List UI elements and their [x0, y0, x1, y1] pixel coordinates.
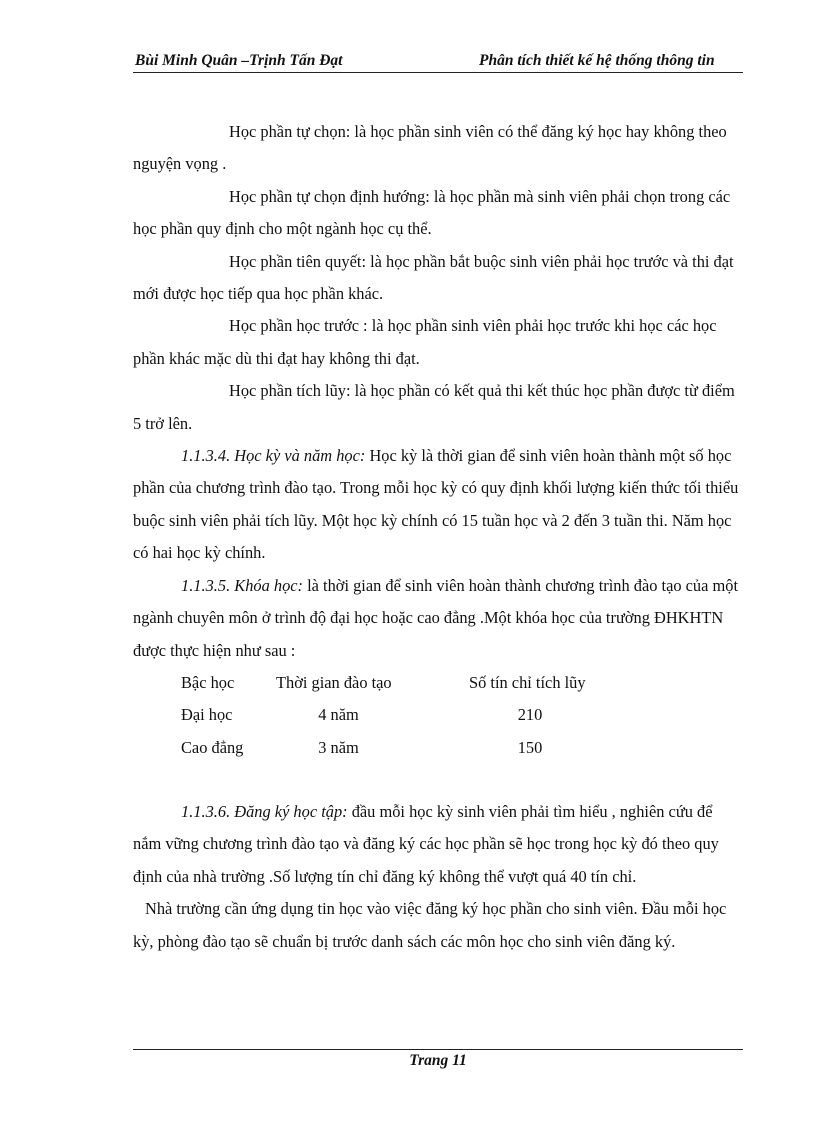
header-authors: Bùi Minh Quân –Trịnh Tấn Đạt: [135, 52, 343, 69]
section-1-1-3-4-heading: 1.1.3.4. Học kỳ và năm học:: [181, 446, 366, 466]
table-header-level: Bậc học: [181, 672, 235, 692]
table-cell-level: Cao đẳng: [181, 737, 244, 757]
table-header-row: [133, 667, 743, 699]
table-row: [133, 699, 743, 731]
paragraph-registration-app: Nhà trường cần ứng dụng tin học vào việc đăng ký học phần cho sinh viên. Đầu mỗi học kỳ, phòng đào tạo sẽ chuẩn bị trước danh sách các môn học cho sinh viên đăng ký.: [133, 899, 727, 951]
table-header-credits: Số tín chỉ tích lũy: [469, 672, 586, 692]
section-1-1-3-4-text: Học kỳ là thời gian để sinh viên hoàn thành một số học phần của chương trình đào tạo. Trong mỗi học kỳ có quy định khối lượng kiến thức tối thiểu buộc sinh viên phải tích lũy. Một học kỳ chính có 15 tuần học và 2 đến 3 tuần thi. Năm học có hai học kỳ chính.: [133, 446, 739, 563]
section-1-1-3-5-heading: 1.1.3.5. Khóa học:: [181, 575, 304, 595]
blank-line: [133, 764, 743, 796]
paragraph-elective-course: Học phần tự chọn: là học phần sinh viên có thể đăng ký học hay không theo nguyện vọng .: [133, 122, 727, 174]
section-1-1-3-6-heading: 1.1.3.6. Đăng ký học tập:: [181, 801, 348, 821]
paragraph-oriented-elective: Học phần tự chọn định hướng: là học phần mà sinh viên phải chọn trong các học phần quy định cho một ngành học cụ thể.: [133, 186, 731, 239]
paragraph-prior-course: Học phần học trước : là học phần sinh viên phải học trước khi học các học phần khác mặc dù thi đạt hay không thi đạt.: [133, 316, 717, 368]
section-1-1-3-5-text: là thời gian để sinh viên hoàn thành chương trình đào tạo của một ngành chuyên môn ở trình độ đại học hoặc cao đẳng .Một khóa học của trường ĐHKHTN được thực hiện như sau :: [133, 575, 738, 660]
table-row: [133, 732, 743, 764]
header-divider: [133, 72, 743, 73]
table-header-duration: Thời gian đào tạo: [276, 672, 392, 692]
table-cell-duration: 4 năm: [318, 705, 359, 725]
table-cell-credits: 150: [517, 737, 543, 757]
page-number: Trang 11: [409, 1052, 467, 1069]
table-cell-duration: 3 năm: [318, 737, 359, 757]
section-1-1-3-6: [133, 796, 743, 893]
paragraph-accumulated-course: Học phần tích lũy: là học phần có kết quả thi kết thúc học phần được từ điểm 5 trở lên.: [133, 381, 735, 433]
page-header: [133, 50, 743, 72]
footer-divider: [133, 1049, 743, 1050]
section-1-1-3-5: [133, 570, 743, 667]
header-title: Phân tích thiết kế hệ thống thông tin: [479, 52, 715, 69]
table-cell-level: Đại học: [181, 705, 233, 725]
program-duration-table: [133, 667, 743, 764]
paragraph-prerequisite: Học phần tiên quyết: là học phần bắt buộc sinh viên phải học trước và thi đạt mới được học tiếp qua học phần khác.: [133, 251, 734, 304]
section-1-1-3-4: [133, 440, 743, 570]
page-body: [133, 116, 743, 958]
section-1-1-3-6-text: đầu mỗi học kỳ sinh viên phải tìm hiểu , nghiên cứu để nắm vững chương trình đào tạo và đăng ký các học phần sẽ học trong học kỳ đó theo quy định của nhà trường .Số lượng tín chỉ đăng ký không thể vượt quá 40 tín chỉ.: [133, 801, 719, 886]
table-cell-credits: 210: [517, 705, 543, 725]
